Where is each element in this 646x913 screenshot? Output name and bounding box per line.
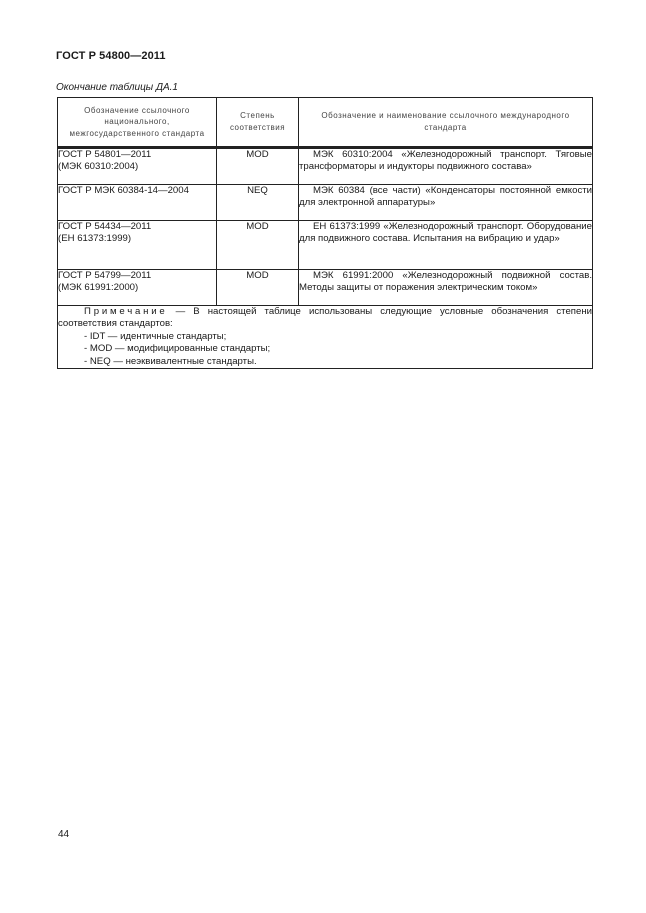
international-standard-cell: ЕН 61373:1999 «Железнодорожный транспорт. Оборудование для подвижного состава. Испытания на вибрацию и удар» <box>299 221 593 270</box>
degree-cell: NEQ <box>217 185 299 221</box>
national-standard-ref: (МЭК 61991:2000) <box>58 282 139 294</box>
table-caption: Окончание таблицы ДА.1 <box>56 82 178 93</box>
international-standard-cell: МЭК 60384 (все части) «Конденсаторы постоянной емкости для электронной аппаратуры» <box>299 185 593 221</box>
note-intro: — В настоящей таблице использованы следующие условные обозначения степени соответствия стандартов: <box>58 306 592 330</box>
national-standard-code: ГОСТ Р 54801—2011 <box>58 149 152 160</box>
national-standard-cell <box>58 185 217 221</box>
table-row <box>58 185 593 221</box>
document-code: ГОСТ Р 54800—2011 <box>56 50 166 62</box>
table-header-row <box>58 98 593 148</box>
national-standard-cell <box>58 221 217 270</box>
note-item: - IDT — идентичные стандарты; <box>84 330 227 342</box>
page-number: 44 <box>58 829 70 840</box>
table-note <box>58 306 593 369</box>
note-item: - MOD — модифицированные стандарты; <box>84 343 271 355</box>
degree-cell: MOD <box>217 270 299 306</box>
national-standard-code: ГОСТ Р МЭК 60384-14—2004 <box>58 185 189 196</box>
note-title: Примечание <box>84 306 168 317</box>
note-item: - NEQ — неэквивалентные стандарты. <box>84 355 257 367</box>
international-standard-cell: МЭК 61991:2000 «Железнодорожный подвижной состав. Методы защиты от поражения электрическим током» <box>299 270 593 306</box>
table-row <box>58 149 593 185</box>
table-note-row <box>58 306 593 369</box>
national-standard-code: ГОСТ Р 54434—2011 <box>58 221 152 232</box>
column-header-international: Обозначение и наименование ссылочного международного стандарта <box>299 98 593 148</box>
column-header-degree: Степень соответствия <box>217 98 299 148</box>
national-standard-ref: (ЕН 61373:1999) <box>58 233 132 245</box>
national-standard-ref: (МЭК 60310:2004) <box>58 161 139 173</box>
reference-standards-table <box>57 97 593 369</box>
international-standard-cell: МЭК 60310:2004 «Железнодорожный транспорт. Тяговые трансформаторы и индукторы подвижного состава» <box>299 149 593 185</box>
column-header-national: Обозначение ссылочного национального, межгосударственного стандарта <box>58 98 217 148</box>
table-row <box>58 270 593 306</box>
degree-cell: MOD <box>217 221 299 270</box>
note-text <box>58 306 592 331</box>
table-row <box>58 221 593 270</box>
national-standard-cell <box>58 270 217 306</box>
degree-cell: MOD <box>217 149 299 185</box>
national-standard-cell <box>58 149 217 185</box>
national-standard-code: ГОСТ Р 54799—2011 <box>58 270 152 281</box>
